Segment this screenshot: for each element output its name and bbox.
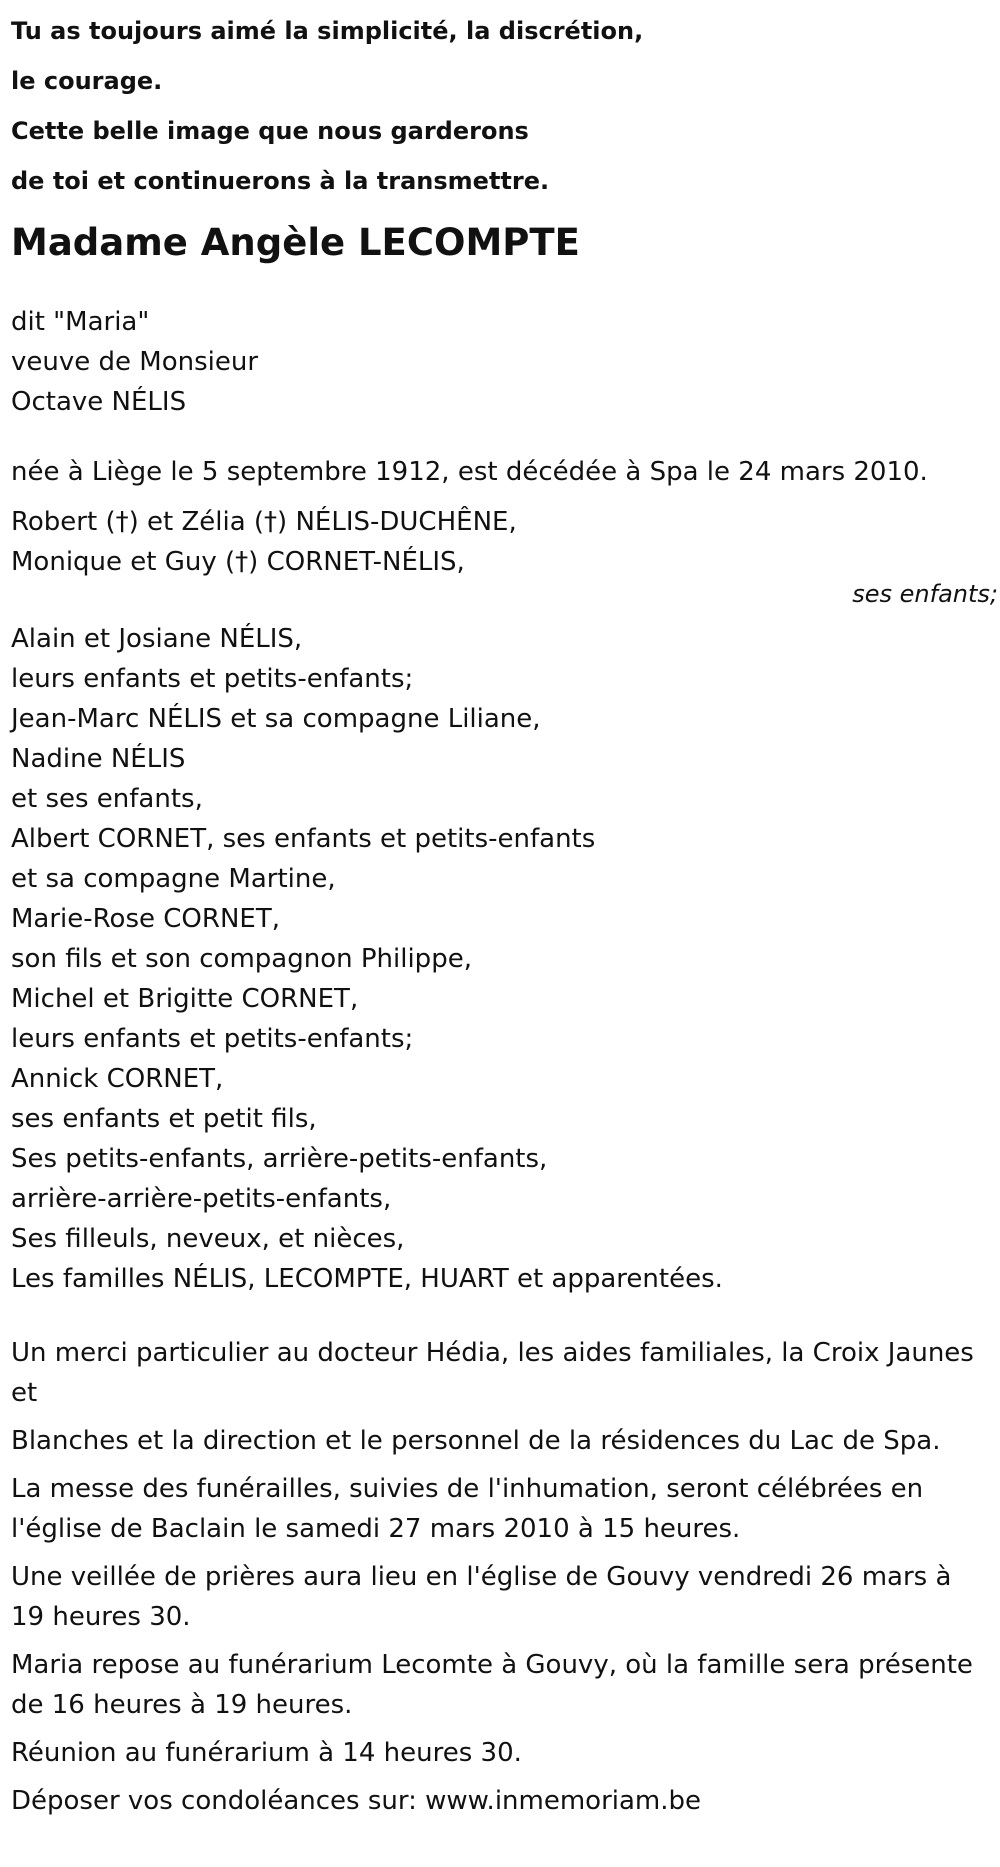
thanks-paragraph-continued: Blanches et la direction et le personnel de la résidences du Lac de Spa. <box>11 1426 941 1456</box>
family-line: et ses enfants, <box>11 784 203 814</box>
family-line: son fils et son compagnon Philippe, <box>11 944 472 974</box>
children-section <box>11 502 1000 609</box>
condolences-link[interactable]: www.inmemoriam.be <box>425 1786 702 1816</box>
family-line: Les familles NÉLIS, LECOMPTE, HUART et apparentées. <box>11 1264 723 1294</box>
aka-line: veuve de Monsieur <box>11 347 259 377</box>
family-list <box>11 619 1000 1299</box>
family-line: Annick CORNET, <box>11 1064 224 1094</box>
thanks-paragraph: Un merci particulier au docteur Hédia, les aides familiales, la Croix Jaunes et <box>11 1338 974 1408</box>
family-line: arrière-arrière-petits-enfants, <box>11 1184 392 1214</box>
family-line: Ses petits-enfants, arrière-petits-enfants, <box>11 1144 548 1174</box>
children-note: ses enfants; <box>852 580 998 608</box>
condolences-prefix: Déposer vos condoléances sur: <box>11 1786 426 1816</box>
funeral-home-paragraph: Maria repose au funérarium Lecomte à Gouvy, où la famille sera présente de 16 heures à 19 heures. <box>11 1650 973 1720</box>
epigraph-line: Cette belle image que nous garderons <box>11 117 529 145</box>
epigraph-line: de toi et continuerons à la transmettre. <box>11 167 550 195</box>
birth-death-section <box>11 452 1000 492</box>
family-line: Marie-Rose CORNET, <box>11 904 280 934</box>
family-line: Alain et Josiane NÉLIS, <box>11 624 303 654</box>
aka-line: Octave NÉLIS <box>11 387 187 417</box>
meeting-paragraph: Réunion au funérarium à 14 heures 30. <box>11 1738 522 1768</box>
family-line: et sa compagne Martine, <box>11 864 336 894</box>
family-line: Jean-Marc NÉLIS et sa compagne Liliane, <box>11 704 541 734</box>
vigil-paragraph: Une veillée de prières aura lieu en l'église de Gouvy vendredi 26 mars à 19 heures 30. <box>11 1562 952 1632</box>
funeral-mass-paragraph: La messe des funérailles, suivies de l'inhumation, seront célébrées en l'église de Baclain le samedi 27 mars 2010 à 15 heures. <box>11 1474 924 1544</box>
family-line: Nadine NÉLIS <box>11 744 186 774</box>
aka-line: dit "Maria" <box>11 307 150 337</box>
children-line: Monique et Guy (†) CORNET-NÉLIS, <box>11 547 465 577</box>
family-line: Albert CORNET, ses enfants et petits-enfants <box>11 824 596 854</box>
epigraph-line: le courage. <box>11 67 163 95</box>
birth-death-text: née à Liège le 5 septembre 1912, est décédée à Spa le 24 mars 2010. <box>11 457 928 487</box>
children-line: Robert (†) et Zélia (†) NÉLIS-DUCHÊNE, <box>11 507 517 537</box>
family-line: ses enfants et petit fils, <box>11 1104 317 1134</box>
deceased-name-title: Madame Angèle LECOMPTE <box>11 221 580 264</box>
details-section <box>11 1333 1000 1821</box>
epigraph <box>11 0 1000 206</box>
epigraph-line: Tu as toujours aimé la simplicité, la discrétion, <box>11 17 644 45</box>
condolences-paragraph <box>11 1781 1000 1821</box>
family-line: Ses filleuls, neveux, et nièces, <box>11 1224 405 1254</box>
family-line: Michel et Brigitte CORNET, <box>11 984 359 1014</box>
family-line: leurs enfants et petits-enfants; <box>11 1024 414 1054</box>
aka-section <box>11 302 1000 422</box>
family-line: leurs enfants et petits-enfants; <box>11 664 414 694</box>
